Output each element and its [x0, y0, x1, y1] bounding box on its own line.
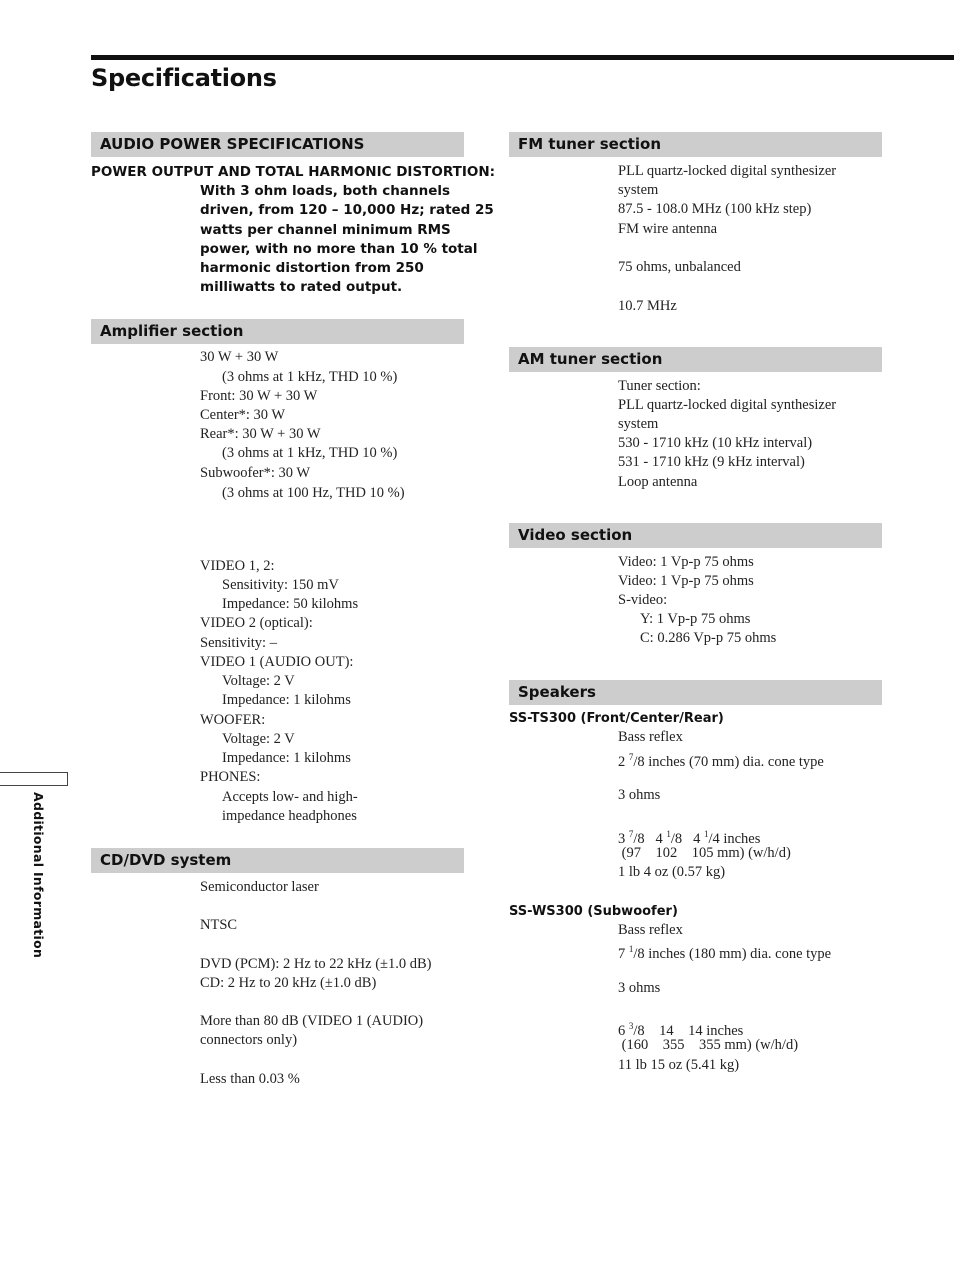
fraction-whole: 2: [618, 754, 626, 770]
fraction-whole: 3: [618, 831, 626, 847]
audio-power-line: power, with no more than 10 % total: [200, 241, 478, 257]
spec-line: VIDEO 1 (AUDIO OUT):: [200, 654, 354, 670]
fraction-denominator: /8: [633, 754, 645, 770]
speaker-driver-line: [618, 748, 824, 772]
spec-line: VIDEO 2 (optical):: [200, 615, 313, 631]
spec-line: Less than 0.03 %: [200, 1071, 300, 1087]
spec-line: PHONES:: [200, 769, 261, 785]
spec-line: system: [618, 416, 659, 432]
fraction-numerator: 1: [628, 944, 634, 954]
spec-line: VIDEO 1, 2:: [200, 558, 275, 574]
spec-line: Sensitivity: –: [200, 635, 277, 651]
spec-line: Front: 30 W + 30 W: [200, 388, 318, 404]
spec-line: 530 - 1710 kHz (10 kHz interval): [618, 435, 813, 451]
ts300-title: SS-TS300 (Front/Center/Rear): [509, 711, 724, 726]
spec-line: Video: 1 Vp-p 75 ohms: [618, 573, 754, 589]
ws300-title: SS-WS300 (Subwoofer): [509, 904, 678, 919]
fraction-numerator: 3: [628, 1021, 634, 1031]
audio-power-line: With 3 ohm loads, both channels: [200, 183, 451, 199]
spec-line: DVD (PCM): 2 Hz to 22 kHz (±1.0 dB): [200, 956, 432, 972]
spec-line: PLL quartz-locked digital synthesizer: [618, 397, 837, 413]
fraction-denominator: /8: [633, 1023, 645, 1039]
audio-power-header: AUDIO POWER SPECIFICATIONS: [91, 132, 464, 157]
spec-line: Voltage: 2 V: [222, 731, 295, 747]
audio-power-line: driven, from 120 – 10,000 Hz; rated 25: [200, 202, 494, 218]
fraction-whole: 4: [655, 831, 663, 847]
spec-line: Tuner section:: [618, 378, 701, 394]
fraction-denominator: /8: [633, 946, 645, 962]
fraction-denominator: /4: [708, 831, 720, 847]
spec-line: (160 355 355 mm) (w/h/d): [618, 1037, 799, 1053]
spec-line: Impedance: 1 kilohms: [222, 750, 351, 766]
spec-line: 3 ohms: [618, 787, 661, 803]
spec-line: Center*: 30 W: [200, 407, 286, 423]
spec-line: 3 ohms: [618, 980, 661, 996]
spec-line: PLL quartz-locked digital synthesizer: [618, 163, 837, 179]
audio-power-line: milliwatts to rated output.: [200, 279, 403, 295]
driver-description: inches (180 mm) dia. cone type: [644, 946, 832, 962]
speaker-driver-line: [618, 940, 831, 964]
spec-line: Semiconductor laser: [200, 879, 319, 895]
fraction-numerator: 7: [628, 752, 634, 762]
audio-power-lead: POWER OUTPUT AND TOTAL HARMONIC DISTORTION:: [91, 164, 496, 180]
dimension-unit: inches: [719, 831, 761, 847]
spec-line: connectors only): [200, 1032, 298, 1048]
am-tuner-header: AM tuner section: [509, 347, 882, 372]
spec-line: WOOFER:: [200, 712, 266, 728]
spec-line: 11 lb 15 oz (5.41 kg): [618, 1057, 740, 1073]
amplifier-header: Amplifier section: [91, 319, 464, 344]
side-section-label: Additional Information: [31, 792, 46, 959]
spec-line: Sensitivity: 150 mV: [222, 577, 339, 593]
fraction-numerator: 1: [703, 829, 709, 839]
fraction-numerator: 7: [628, 829, 634, 839]
spec-line: 1 lb 4 oz (0.57 kg): [618, 864, 726, 880]
spec-line: Accepts low- and high-: [222, 789, 358, 805]
fraction-denominator: /8: [633, 831, 645, 847]
side-tab-marker: [0, 772, 68, 786]
spec-line: (97 102 105 mm) (w/h/d): [618, 845, 791, 861]
spec-line: Voltage: 2 V: [222, 673, 295, 689]
spec-line: CD: 2 Hz to 20 kHz (±1.0 dB): [200, 975, 377, 991]
spec-line: Impedance: 1 kilohms: [222, 692, 351, 708]
spec-line: 10.7 MHz: [618, 298, 677, 314]
spec-line: (3 ohms at 1 kHz, THD 10 %): [222, 369, 398, 385]
spec-line: 30 W + 30 W: [200, 349, 279, 365]
spec-line: (3 ohms at 1 kHz, THD 10 %): [222, 445, 398, 461]
spec-line: Subwoofer*: 30 W: [200, 465, 311, 481]
audio-power-line: harmonic distortion from 250: [200, 260, 424, 276]
spec-line: Bass reflex: [618, 729, 683, 745]
top-rule: [91, 55, 954, 60]
spec-line: Impedance: 50 kilohms: [222, 596, 359, 612]
spec-line: More than 80 dB (VIDEO 1 (AUDIO): [200, 1013, 424, 1029]
video-header: Video section: [509, 523, 882, 548]
dimension-rest: 14 14 inches: [644, 1023, 744, 1039]
fraction-numerator: 1: [666, 829, 671, 839]
spec-line: Rear*: 30 W + 30 W: [200, 426, 321, 442]
spec-line: Video: 1 Vp-p 75 ohms: [618, 554, 754, 570]
spec-line: S-video:: [618, 592, 668, 608]
spec-line: (3 ohms at 100 Hz, THD 10 %): [222, 485, 405, 501]
spec-line: 87.5 - 108.0 MHz (100 kHz step): [618, 201, 812, 217]
fraction-whole: 4: [693, 831, 701, 847]
audio-power-line: watts per channel minimum RMS: [200, 222, 451, 238]
fraction-denominator: /8: [670, 831, 683, 847]
spec-line: 531 - 1710 kHz (9 kHz interval): [618, 454, 805, 470]
spec-line: FM wire antenna: [618, 221, 718, 237]
spec-line: Y: 1 Vp-p 75 ohms: [640, 611, 751, 627]
spec-line: Bass reflex: [618, 922, 683, 938]
spec-line: NTSC: [200, 917, 238, 933]
speakers-header: Speakers: [509, 680, 882, 705]
page-title: Specifications: [91, 64, 277, 92]
fraction-whole: 6: [618, 1023, 626, 1039]
spec-line: Loop antenna: [618, 474, 698, 490]
driver-description: inches (70 mm) dia. cone type: [644, 754, 824, 770]
spec-line: impedance headphones: [222, 808, 357, 824]
fraction-whole: 7: [618, 946, 626, 962]
spec-line: 75 ohms, unbalanced: [618, 259, 741, 275]
cd-dvd-header: CD/DVD system: [91, 848, 464, 873]
fm-tuner-header: FM tuner section: [509, 132, 882, 157]
spec-line: C: 0.286 Vp-p 75 ohms: [640, 630, 777, 646]
spec-line: system: [618, 182, 659, 198]
